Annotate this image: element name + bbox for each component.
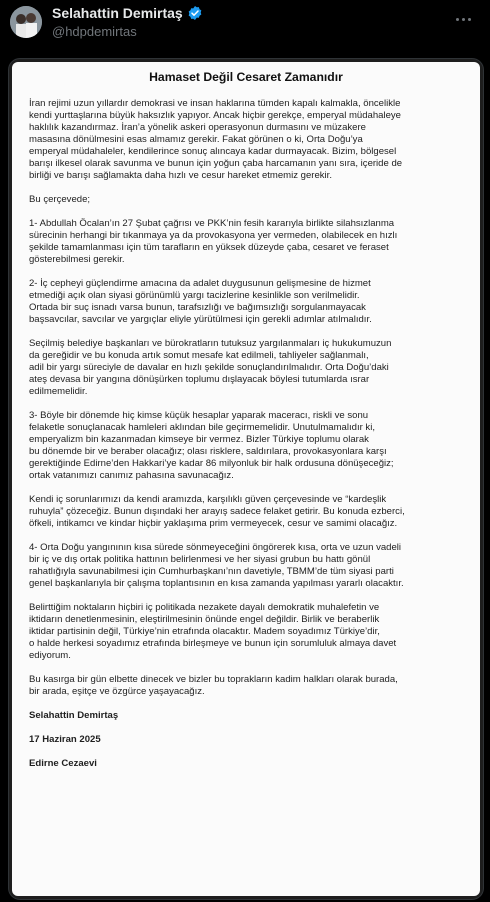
document-body bbox=[29, 98, 468, 782]
paragraph-point-4: 4- Orta Doğu yangınının kısa sürede sönmeyeceğini öngörerek kısa, orta ve uzun vadeli bir iç ve dış ortak politika hattının belirlenmesi ve her siyasi grubun bu hattı gönül rahatlığıyla savunabilmesi için Cumhurbaşkanı’nın davetiyle, TBMM’de tüm siyasi parti genel başkanlarıyla bir çalışma toplantısının en kısa zamanda yapılması yararlı olacaktır. bbox=[29, 542, 404, 589]
signature-block bbox=[29, 710, 468, 770]
attached-image[interactable] bbox=[8, 58, 484, 900]
paragraph-internal-issues: Kendi iç sorunlarımızı da kendi aramızda, karşılıklı güven çerçevesinde ve “kardeşlik ruhuyla” çözeceğiz. Bunun dışındaki her arayış sadece felaket getirir. Bu konuda ezberci, öfkeli, intikamcı ve kindar hiçbir yaklaşıma prim vermeyecek, cesur ve samimi olacağız. bbox=[29, 494, 405, 529]
paragraph-unity: Belirttiğim noktaların hiçbiri iç politikada nezakete dayalı demokratik muhalefetin ve iktidarın denetlenmesinin, eleştirilmesinin önünde engel değildir. Birlik ve beraberlik iktidar partisinin değil, Türkiye’nin etrafında olacaktır. Madem soyadımız Türkiye’dir, o halde herkesi soyadımız etrafında birleşmeye ve bunun için sorumluluk almaya davet ediyorum. bbox=[29, 602, 397, 661]
paragraph-elected-officials: Seçilmiş belediye başkanları ve bürokratların tutuksuz yargılanmaları iç hukukumuzun da gereğidir ve bu konuda artık somut mesafe kat edilmeli, tahliyeler sağlanmalı, adil bir yargı süreciyle de davalar en hızlı şekilde sonuçlandırılmalıdır. Orta Doğu’daki ateş devasa bir yangına dönüşürken toplumu dışlayacak böylesi tutumlarda ısrar edilmemelidir. bbox=[29, 338, 392, 397]
signature-place: Edirne Cezaevi bbox=[29, 758, 97, 769]
paragraph-point-3: 3- Böyle bir dönemde hiç kimse küçük hesaplar yaparak maceracı, riskli ve sonu felaketle sonuçlanacak hamleleri aklından bile geçirmemelidir. Unutulmamalıdır ki, emperyalizm bin kazanmadan kimseye bir vermez. Bizler Türkiye toplumu olarak bu dönemde bir ve beraber olacağız; olası risklere, saldırılara, provokasyonlara karşı gerektiğinde Edirne’den Hakkari’ye kadar 86 milyonluk bir halk ordusuna dönüşeceğiz; ortak vatanımızı canımız pahasına savunacağız. bbox=[29, 410, 394, 481]
avatar[interactable] bbox=[10, 6, 42, 38]
signature-date: 17 Haziran 2025 bbox=[29, 734, 101, 745]
document-title: Hamaset Değil Cesaret Zamanıdır bbox=[149, 70, 343, 84]
statement-document bbox=[12, 62, 480, 896]
paragraph-closing: Bu kasırga bir gün elbette dinecek ve bizler bu toprakların kadim halkları olarak burada, bir arada, eşitçe ve özgürce yaşayacağız. bbox=[29, 674, 398, 697]
paragraph-point-2: 2- İç cepheyi güçlendirme amacına da adalet duygusunun gelişmesine de hizmet etmediği açık olan siyasi görünümlü yargı tacizlerine kesinlikle son verilmelidir. Ortada bir suç isnadı varsa bunun, tarafsızlığı ve bağımsızlığı sorgulanmayacak başsavcılar, savcılar ve yargıçlar eliyle yürütülmesi için gerekli adımlar atılmalıdır. bbox=[29, 278, 372, 325]
account-name[interactable]: Selahattin Demirtaş bbox=[52, 5, 183, 21]
account-handle[interactable]: @hdpdemirtas bbox=[52, 24, 137, 39]
paragraph-intro: İran rejimi uzun yıllardır demokrasi ve insan haklarına tümden kapalı kalmakla, öncelikle kendi yurttaşlarına büyük haksızlık yapıyor. Ancak hiçbir gerekçe, emperyal müdahaleye haklılık kazandırmaz. İran’a yönelik askeri operasyonun durmasını ve müzakere masasına dönülmesini esas almamız gerekir. Fakat görünen o ki, Orta Doğu’ya emperyal müdahaleler, kendilerince sonuç alıncaya kadar durmayacak. Bizim, bölgesel barışı ilkesel olarak savunma ve bunun için yoğun çaba harcamanın yanı sıra, içeride de birliği ve barışı sağlamakta daha hızlı ve cesur hareket etmemiz gerekir. bbox=[29, 98, 403, 181]
paragraph-point-1: 1- Abdullah Öcalan’ın 27 Şubat çağrısı ve PKK’nin fesih kararıyla birlikte silahsızlanma sürecinin herhangi bir tıkanmaya ya da provokasyona yer vermeden, olabilecek en hızlı şekilde tamamlanması için tüm tarafların en yüksek düzeyde çaba, cesaret ve feraset gösterebilmesi gerekir. bbox=[29, 218, 398, 265]
paragraph-framework: Bu çerçevede; bbox=[29, 194, 91, 205]
verified-badge-icon bbox=[187, 5, 203, 21]
more-options-icon[interactable] bbox=[456, 8, 476, 20]
signature-name: Selahattin Demirtaş bbox=[29, 710, 119, 721]
tweet-header bbox=[0, 0, 490, 54]
